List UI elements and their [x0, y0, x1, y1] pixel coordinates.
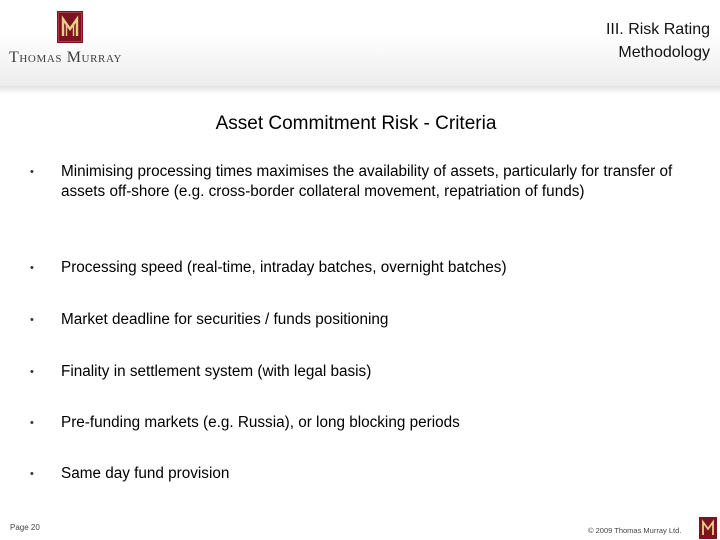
bullet-item	[30, 464, 680, 484]
bullet-item	[30, 310, 680, 330]
bullet-item	[30, 413, 680, 433]
bullet-text: Processing speed (real-time, intraday batches, overnight batches)	[61, 259, 507, 276]
company-name: Thomas Murray	[9, 49, 123, 66]
copyright-notice: © 2009 Thomas Murray Ltd.	[588, 526, 682, 535]
bullet-item	[30, 362, 680, 382]
section-title-line-1: III. Risk Rating	[605, 21, 710, 38]
page-number: Page 20	[10, 523, 40, 532]
bullet-dot: •	[30, 468, 34, 480]
company-logo-text	[9, 49, 122, 67]
bullet-dot: •	[30, 417, 34, 429]
bullet-dot: •	[30, 314, 34, 326]
header-divider	[0, 86, 720, 94]
bullet-item	[30, 162, 680, 202]
bullet-text: Finality in settlement system (with legal basis)	[61, 363, 372, 380]
bullet-item	[30, 258, 680, 278]
bullet-dot: •	[30, 262, 34, 274]
section-title	[470, 18, 710, 64]
bullet-dot: •	[30, 166, 34, 178]
footer-logo-icon	[699, 517, 717, 539]
section-title-line-2: Methodology	[618, 44, 710, 61]
thomas-murray-logo-icon	[57, 11, 83, 43]
bullet-text: Same day fund provision	[61, 465, 230, 482]
bullet-dot: •	[30, 366, 34, 378]
bullet-text: Pre-funding markets (e.g. Russia), or long blocking periods	[61, 414, 460, 431]
bullet-text: Minimising processing times maximises the availability of assets, particularly for transfer of assets off-shore (e.g. cross-border collateral movement, repatriation of funds)	[61, 163, 673, 200]
slide-title: Asset Commitment Risk - Criteria	[215, 113, 497, 134]
bullet-text: Market deadline for securities / funds positioning	[61, 311, 389, 328]
